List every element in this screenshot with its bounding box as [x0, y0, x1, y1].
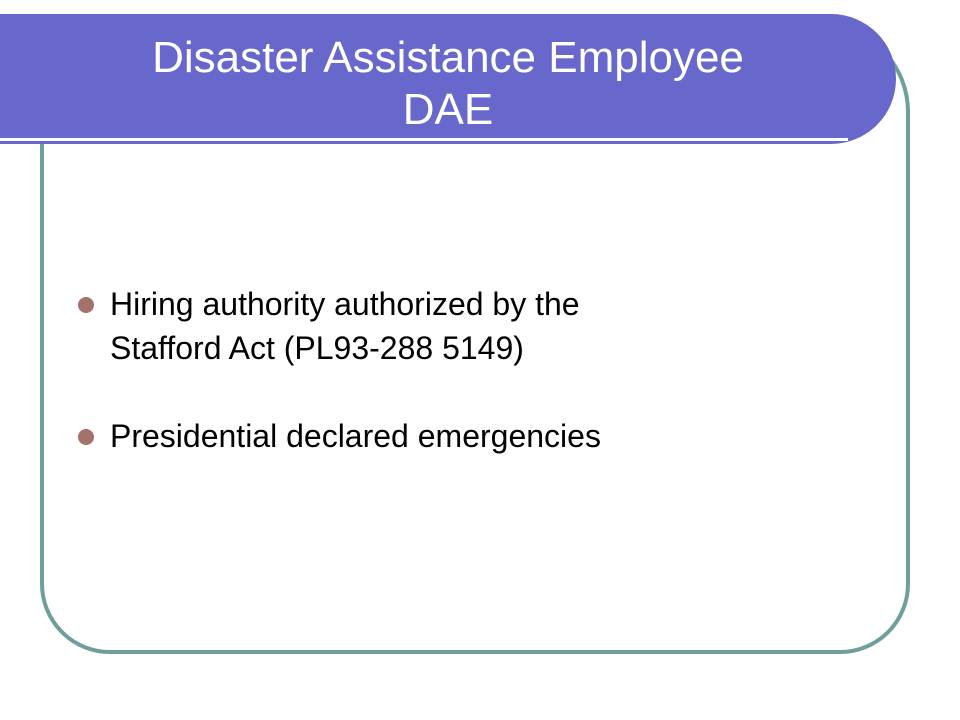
bullet-list	[78, 282, 838, 458]
slide-title-line-2: DAE	[402, 85, 494, 134]
bullet-dot-icon	[78, 429, 94, 445]
bullet-dot-icon	[78, 297, 94, 313]
bullet-item-1	[78, 282, 838, 370]
bullet-1-line-1: Hiring authority authorized by the	[110, 286, 580, 322]
title-bar	[0, 14, 896, 144]
bullet-item-2	[78, 414, 838, 458]
slide-title-line-1: Disaster Assistance Employee	[152, 33, 744, 82]
title-underline	[0, 138, 848, 141]
bullet-text-1	[110, 282, 838, 370]
bullet-1-line-2: Stafford Act (PL93-288 5149)	[110, 330, 524, 366]
slide-title	[0, 32, 896, 136]
bullet-2-line-1: Presidential declared emergencies	[110, 418, 601, 454]
bullet-text-2	[110, 414, 838, 458]
